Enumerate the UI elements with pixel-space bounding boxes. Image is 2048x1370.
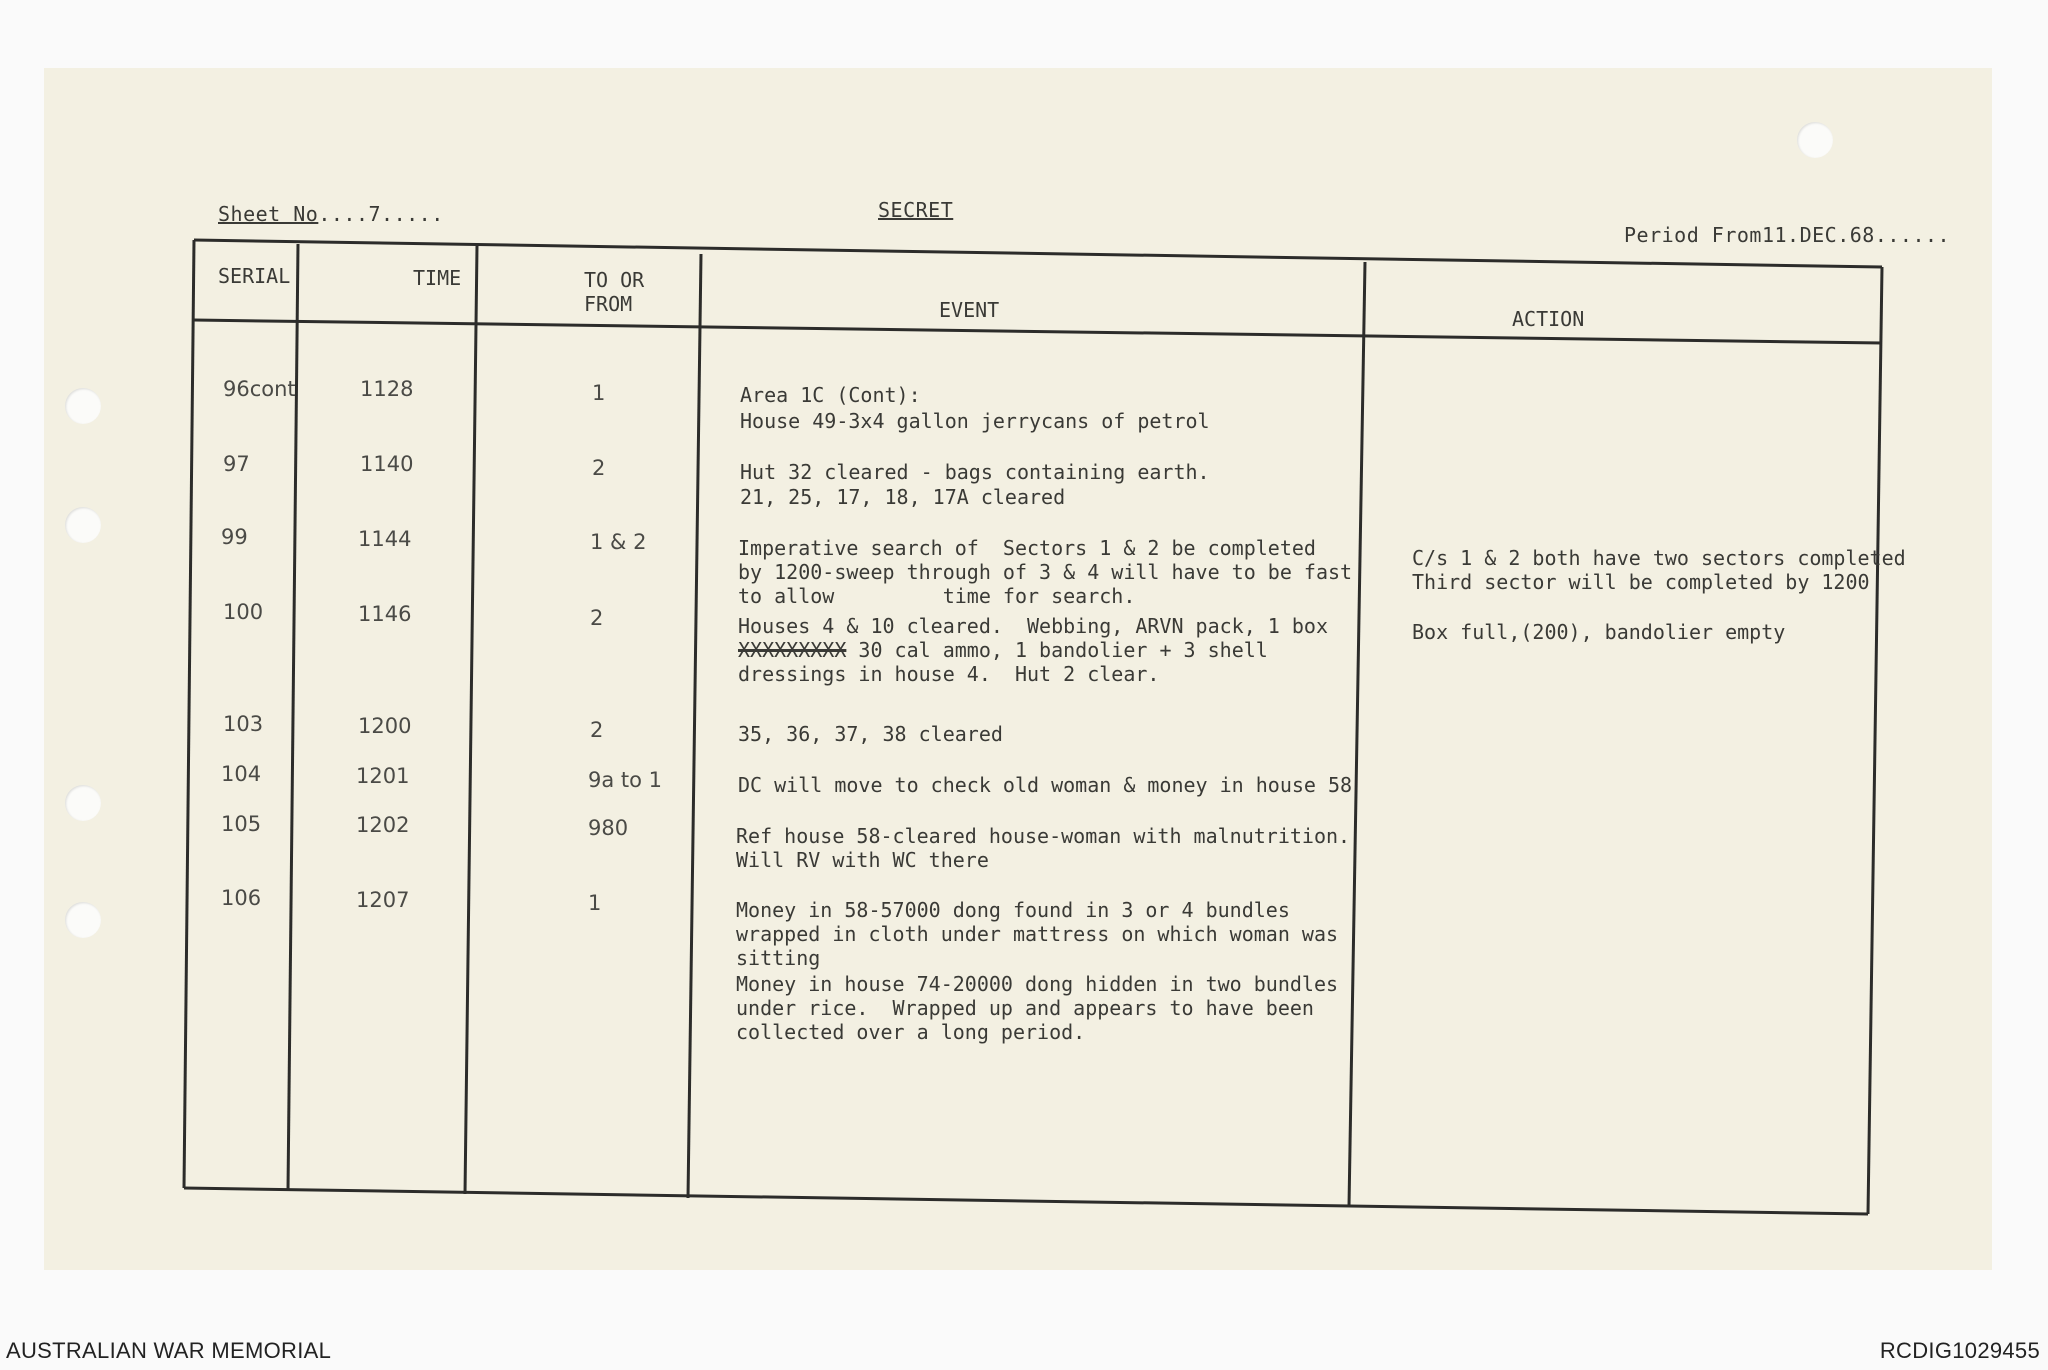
time-cell: 1140 — [360, 452, 414, 476]
classification-marking: SECRET — [878, 198, 954, 222]
to-from-cell: 1 — [588, 891, 602, 915]
col-header-action: ACTION — [1512, 307, 1585, 331]
col-header-time: TIME — [413, 266, 462, 290]
col-header-to-or: TO OR — [584, 268, 645, 292]
event-line: to allow time for search. — [738, 584, 1136, 608]
sheet-trail: ..... — [381, 202, 444, 226]
sheet-label: Sheet No — [218, 202, 319, 226]
event-line: Ref house 58-cleared house-woman with malnutrition. — [736, 824, 1351, 848]
sheet-dots: .... — [318, 202, 369, 226]
sheet-number-value: 7 — [368, 202, 382, 226]
serial-cell: 100 — [223, 600, 264, 624]
event-line: under rice. Wrapped up and appears to have been — [736, 996, 1314, 1020]
to-from-cell: 980 — [588, 816, 629, 840]
event-line: Money in house 74-20000 dong hidden in two bundles — [736, 972, 1339, 996]
serial-cell: 99 — [221, 525, 248, 549]
time-cell: 1144 — [358, 527, 412, 551]
serial-cell: 104 — [221, 762, 262, 786]
event-line: Area 1C (Cont): — [740, 383, 921, 407]
event-line: Will RV with WC there — [736, 848, 989, 872]
event-line: XXXXXXXXX 30 cal ammo, 1 bandolier + 3 shell — [738, 638, 1268, 662]
time-cell: 1146 — [358, 602, 412, 626]
event-line: collected over a long period. — [736, 1020, 1086, 1044]
time-cell: 1200 — [358, 714, 412, 738]
event-line: Money in 58-57000 dong found in 3 or 4 bundles — [736, 898, 1290, 922]
to-from-cell: 2 — [592, 456, 606, 480]
time-cell: 1207 — [356, 888, 410, 912]
time-cell: 1202 — [356, 813, 410, 837]
event-line: Hut 32 cleared - bags containing earth. — [740, 460, 1210, 484]
serial-cell: 96cont — [223, 377, 296, 401]
col-header-serial: SERIAL — [218, 264, 291, 288]
serial-cell: 97 — [223, 452, 250, 476]
archive-credit: AUSTRALIAN WAR MEMORIAL — [6, 1338, 332, 1363]
event-line: dressings in house 4. Hut 2 clear. — [738, 662, 1160, 686]
event-line: wrapped in cloth under mattress on which woman was — [736, 922, 1339, 946]
serial-cell: 103 — [223, 712, 264, 736]
event-line: sitting — [736, 946, 821, 970]
action-line: C/s 1 & 2 both have two sectors completed — [1412, 546, 1906, 570]
to-from-cell: 2 — [590, 606, 604, 630]
period-value: 11.DEC.68 — [1761, 223, 1875, 247]
archive-id: RCDIG1029455 — [1879, 1338, 2040, 1363]
struck-text: XXXXXXXXX — [738, 638, 847, 662]
event-line: DC will move to check old woman & money in house 58 — [738, 773, 1353, 797]
action-line: Box full,(200), bandolier empty — [1412, 620, 1786, 644]
period-trail: ...... — [1874, 223, 1951, 247]
event-line: 35, 36, 37, 38 cleared — [738, 722, 1003, 746]
col-header-from: FROM — [584, 292, 633, 316]
to-from-cell: 1 — [592, 381, 606, 405]
to-from-cell: 9a to 1 — [588, 768, 663, 792]
col-header-event: EVENT — [939, 298, 1000, 322]
time-cell: 1201 — [356, 764, 410, 788]
period-label: Period From — [1624, 223, 1762, 247]
time-cell: 1128 — [360, 377, 414, 401]
to-from-cell: 1 & 2 — [590, 530, 647, 554]
event-line: Imperative search of Sectors 1 & 2 be completed — [738, 536, 1316, 560]
serial-cell: 105 — [221, 812, 262, 836]
serial-cell: 106 — [221, 886, 262, 910]
to-from-cell: 2 — [590, 718, 604, 742]
event-line: Houses 4 & 10 cleared. Webbing, ARVN pack, 1 box — [738, 614, 1329, 638]
action-line: Third sector will be completed by 1200 — [1412, 570, 1870, 594]
event-line: 21, 25, 17, 18, 17A cleared — [740, 485, 1066, 509]
event-line: by 1200-sweep through of 3 & 4 will have to be fast — [738, 560, 1353, 584]
event-line: House 49-3x4 gallon jerrycans of petrol — [740, 409, 1210, 433]
